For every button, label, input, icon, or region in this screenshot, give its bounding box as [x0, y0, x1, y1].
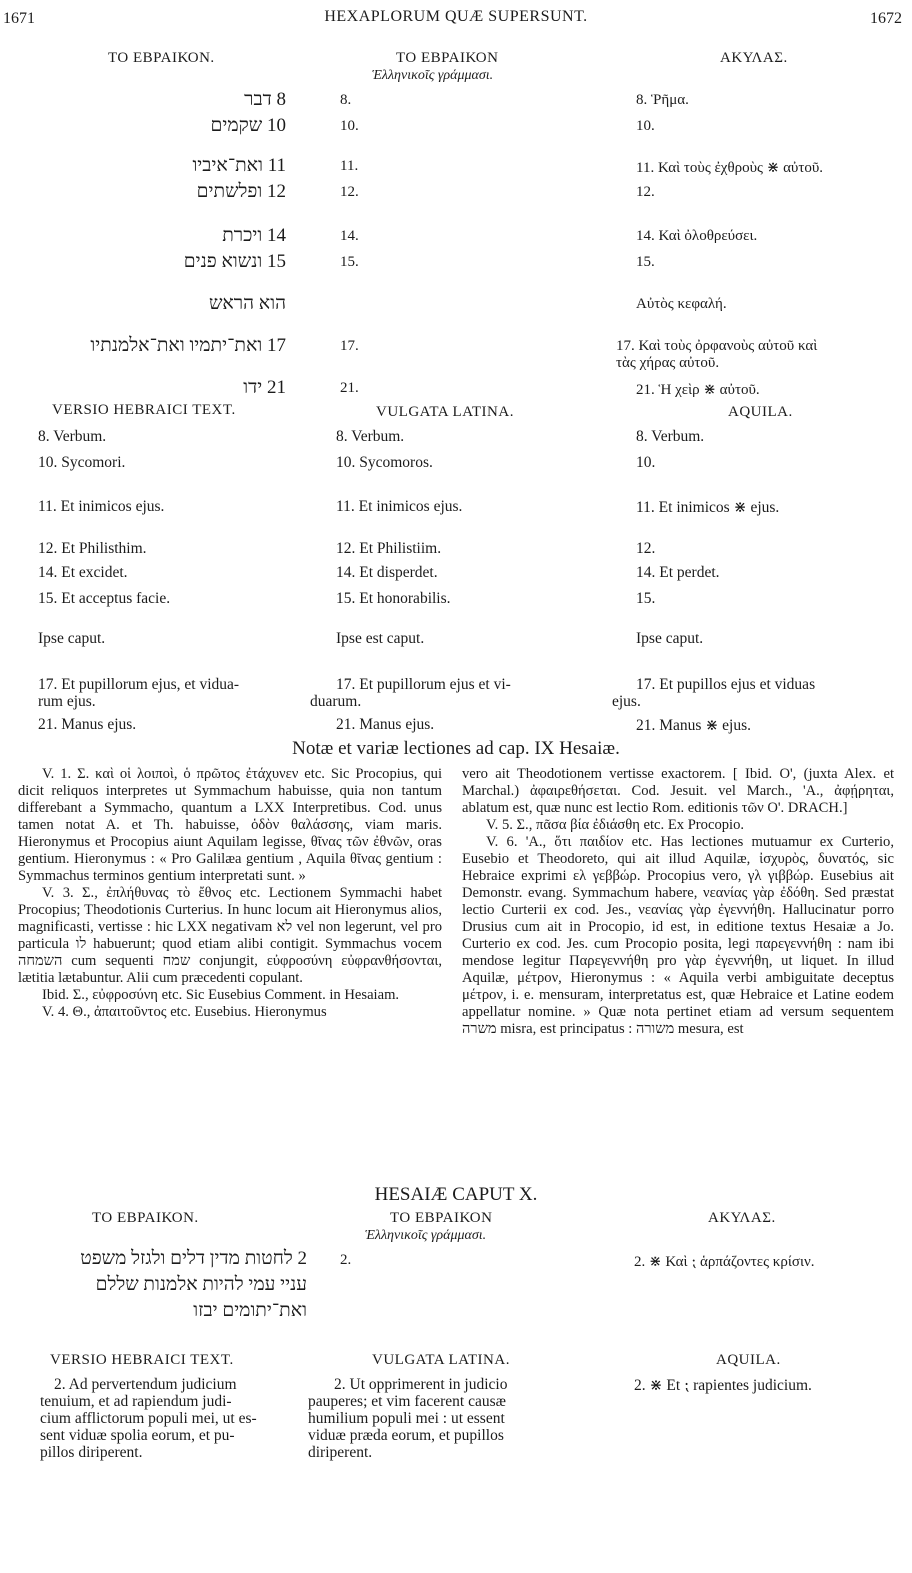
s2-lat-header-vulgata: VULGATA LATINA. [372, 1352, 510, 1368]
page-number-right: 1672 [870, 10, 902, 27]
aquila-greek: 10. [636, 118, 655, 134]
latin-vulgata-line: Ipse est caput. [336, 630, 425, 647]
text-line: cium afflictorum populi mei, ut es- [40, 1410, 257, 1427]
translit-number: 12. [340, 184, 359, 200]
s2-aquila-greek: 2. ⋇ Καὶ ⁏ ἁρπάζοντες κρίσιν. [634, 1254, 815, 1270]
latin-continuation: rum ejus. [38, 693, 96, 710]
hebrew-line: 15 ונשוא פנים [183, 251, 286, 272]
latin-vulgata-line: 21. Manus ejus. [336, 716, 435, 733]
s2-translit-number: 2. [340, 1252, 352, 1268]
latin-aquila-line: 15. [636, 590, 656, 607]
aquila-greek-cont: τὰς χήρας αὐτοῦ. [616, 355, 720, 371]
note-paragraph: V. 4. Θ., ἀπαιτοῦντος etc. Eusebius. Hieronymus [42, 1004, 327, 1020]
latin-versio-line: 8. Verbum. [38, 428, 107, 445]
s2-hebrew-line: עניי עמי להיות אלמנות שללם [95, 1274, 307, 1295]
translit-number: 15. [340, 254, 359, 270]
hebrew-line: 8 דבר [244, 89, 286, 110]
text-line: humilium populi mei : ut essent [308, 1410, 505, 1427]
latin-vulgata-line: 15. Et honorabilis. [336, 590, 451, 607]
note-paragraph: vero ait Theodotionem vertisse exactorem. [ Ibid. Ο', (juxta Alex. et Marchal.) ἀφαιρεθήσεται. Cod. Jesuit. vel March., 'Α., ἀφῄρηται, ablatum est, quæ nunc est lectio Rom. editionis τῶν Ο'. DRACH.] [462, 766, 894, 816]
latin-continuation: duarum. [310, 693, 362, 710]
text-line: pauperes; et vim facerent causæ [308, 1393, 506, 1410]
hebrew-line: 11 ואת־איביו [192, 155, 286, 176]
text-line: pillos diriperent. [40, 1444, 143, 1461]
latin-aquila-line: 12. [636, 540, 656, 557]
translit-number: 11. [340, 158, 359, 174]
hebrew-line: 14 ויכרת [222, 225, 286, 246]
aquila-greek: 8. Ῥῆμα. [636, 92, 689, 108]
latin-vulgata-line: 11. Et inimicos ejus. [336, 498, 463, 515]
latin-vulgata-line: 10. Sycomoros. [336, 454, 433, 471]
text-line: 2. Ut opprimerent in judicio [334, 1376, 508, 1393]
s2-header-aquila: ΑΚΥΛΑΣ. [708, 1210, 776, 1226]
s2-hebrew-line: ואת־יתומים יבזו [193, 1300, 307, 1321]
aquila-greek: 12. [636, 184, 655, 200]
latin-versio-line: 10. Sycomori. [38, 454, 126, 471]
lat-header-aquila: AQUILA. [728, 404, 793, 420]
aquila-greek: 14. Καὶ ὀλοθρεύσει. [636, 228, 758, 244]
notes-right-column [462, 766, 894, 1038]
note-paragraph: V. 3. Σ., ἐπλήθυνας τὸ ἔθνος etc. Lectionem Symmachi habet Procopius; Theodotionis Curterius. In hunc locum ait Hieronymus alios, magnificasti, vertisse : hic LXX negativam לא vel non legerunt, vel pro particula לו habuerunt; quod etiam alibi contigit. Symmachus vocem השמחה cum sequenti שמח conjungit, εὐφροσύνη εὐφρανθήσονται, lætitia lætabuntur. Alii cum præcedenti copulant. [18, 885, 442, 986]
aquila-greek: 17. Καὶ τοὺς ὀρφανοὺς αὐτοῦ καὶ [616, 338, 818, 354]
hebrew-line: 10 שקמים [210, 115, 286, 136]
notes-left-column [18, 766, 442, 1021]
latin-versio-line: 11. Et inimicos ejus. [38, 498, 165, 515]
hebrew-line: 21 ידו [243, 377, 286, 398]
latin-aquila-line: Ipse caput. [636, 630, 704, 647]
page-number-left: 1671 [3, 10, 35, 27]
aquila-greek: 21. Ἡ χεὶρ ⋇ αὐτοῦ. [636, 382, 760, 398]
lat-header-vulgata: VULGATA LATINA. [376, 404, 514, 420]
latin-vulgata-line: 14. Et disperdet. [336, 564, 438, 581]
s2-hebrew-line: 2 לחטות מדין דלים ולגזל משפט [80, 1248, 307, 1269]
hebrew-line: הוא הראש [208, 293, 286, 314]
text-line: 2. Ad pervertendum judicium [54, 1376, 237, 1393]
running-title: HEXAPLORUM QUÆ SUPERSUNT. [324, 8, 588, 25]
s2-header-translit: ΤΟ ΕΒΡΑΙΚΟΝ [390, 1210, 493, 1226]
hebrew-line: 12 ופלשתים [196, 181, 286, 202]
s2-lat-header-versio: VERSIO HEBRAICI TEXT. [50, 1352, 234, 1368]
s2-vulgata-text [308, 1376, 507, 1461]
s2-aquila-latin: 2. ⋇ Et ⁏ rapientes judicium. [634, 1377, 812, 1394]
notes-title: Notæ et variæ lectiones ad cap. IX Hesaiæ. [292, 738, 620, 759]
note-paragraph: V. 6. 'Α., ὅτι παιδίον etc. Has lectiones mutuamur ex Curterio, Eusebio et Theodoreto, qui ait illud Aquilæ, ἰσχυρὸς, δυνατός, sic Hebraice exprimi ελ γεββώρ. Procopius vero, γλ γιββώρ. Eusebius ait Demonstr. evang. Symmachum habere, νεανίας γὰρ ἐδόθη. Sed præstat lectio Curterii ex cod. Jes., νεανίας γὰρ ἐγεννήθη. Hallucinatur porro Drusius cum ait in Procopio, id est, in editione textus Hesaiæ a Jo. Curterio ex cod. Jes. cum Procopio posita, legi παρεγεννήθη : nam ibi mendose legitur Παρεγεννήθη pro γὰρ ἐγεννήθη, ut liquet. In illud Aquilæ, μέτρον, Hieronymus : « Aquila verbi ambiguitate deceptus μέτρον, i. e. mensuram, interpretatus est, quæ Hebraice et Latine eodem appellatur nomine. » Quæ nota pertinet etiam ad versum sequentem משרה misra, est principatus : משורה mesura, est [462, 834, 894, 1037]
s2-lat-header-aquila: AQUILA. [716, 1352, 781, 1368]
aquila-greek: 15. [636, 254, 655, 270]
latin-aquila-line: 21. Manus ⋇ ejus. [636, 717, 752, 734]
translit-number: 17. [340, 338, 359, 354]
latin-versio-line: 17. Et pupillorum ejus, et vidua- [38, 676, 240, 693]
latin-versio-line: 14. Et excidet. [38, 564, 128, 581]
latin-aquila-line: 14. Et perdet. [636, 564, 720, 581]
note-paragraph: Ibid. Σ., εὐφροσύνη etc. Sic Eusebius Comment. in Hesaiam. [42, 987, 400, 1003]
latin-versio-line: 12. Et Philisthim. [38, 540, 147, 557]
note-paragraph: V. 5. Σ., πᾶσα βία ἐδιάσθη etc. Ex Procopio. [486, 817, 745, 833]
note-paragraph: V. 1. Σ. καὶ οἱ λοιποὶ, ὁ πρῶτος ἐτάχυνεν etc. Sic Procopius, qui dicit reliquos interpretes ut Symmachum habuisse, quia non tantum differebant a Symmacho, quantum a LXX Interpretibus. Cod. unus tamen notat A. et Th. habuisse, ὁδὸν θαλάσσης, viam maris. Hieronymus et Procopius aiunt Aquilam legisse, θῖνας τῶν ἐθνῶν, oras gentium. Hieronymus : « Pro Galilæa gentium , Aquila θῖνας gentium : Symmachus terminos gentium interpretati sunt. » [18, 766, 442, 884]
translit-number: 10. [340, 118, 359, 134]
hebrew-line: 17 ואת־יתמיו ואת־אלמנתיו [90, 335, 286, 356]
translit-number: 21. [340, 380, 359, 396]
translit-number: 8. [340, 92, 352, 108]
latin-versio-line: 15. Et acceptus facie. [38, 590, 171, 607]
text-line: viduæ præda eorum, et pupillos [308, 1427, 504, 1444]
text-line: tenuium, et ad rapiendum judi- [40, 1393, 232, 1410]
latin-versio-line: Ipse caput. [38, 630, 106, 647]
lat-header-versio: VERSIO HEBRAICI TEXT. [52, 402, 236, 418]
header-aquila: ΑΚΥΛΑΣ. [720, 50, 788, 66]
latin-vulgata-line: 17. Et pupillorum ejus et vi- [336, 676, 511, 693]
latin-versio-line: 21. Manus ejus. [38, 716, 137, 733]
latin-aquila-line: 17. Et pupillos ejus et viduas [636, 676, 816, 693]
aquila-greek: 11. Καὶ τοὺς ἐχθροὺς ⋇ αὐτοῦ. [636, 160, 824, 176]
s2-header-translit-sub: Ἑλληνικοῖς γράμμασι. [365, 1228, 487, 1243]
latin-vulgata-line: 12. Et Philistiim. [336, 540, 442, 557]
latin-vulgata-line: 8. Verbum. [336, 428, 405, 445]
s2-versio-text [40, 1376, 257, 1461]
text-line: sent viduæ spolia eorum, et pu- [40, 1427, 235, 1444]
latin-continuation: ejus. [612, 693, 641, 710]
header-translit-sub: Ἑλληνικοῖς γράμμασι. [372, 68, 494, 83]
chapter-title: HESAIÆ CAPUT X. [374, 1184, 538, 1205]
translit-number: 14. [340, 228, 359, 244]
header-hebrew: ΤΟ ΕΒΡΑΙΚΟΝ. [108, 50, 215, 66]
aquila-greek: Αὐτὸς κεφαλή. [636, 296, 727, 312]
latin-aquila-line: 11. Et inimicos ⋇ ejus. [636, 499, 780, 516]
latin-aquila-line: 10. [636, 454, 656, 471]
latin-aquila-line: 8. Verbum. [636, 428, 705, 445]
text-line: diriperent. [308, 1444, 373, 1461]
header-translit: ΤΟ ΕΒΡΑΙΚΟΝ [396, 50, 499, 66]
s2-header-hebrew: ΤΟ ΕΒΡΑΙΚΟΝ. [92, 1210, 199, 1226]
